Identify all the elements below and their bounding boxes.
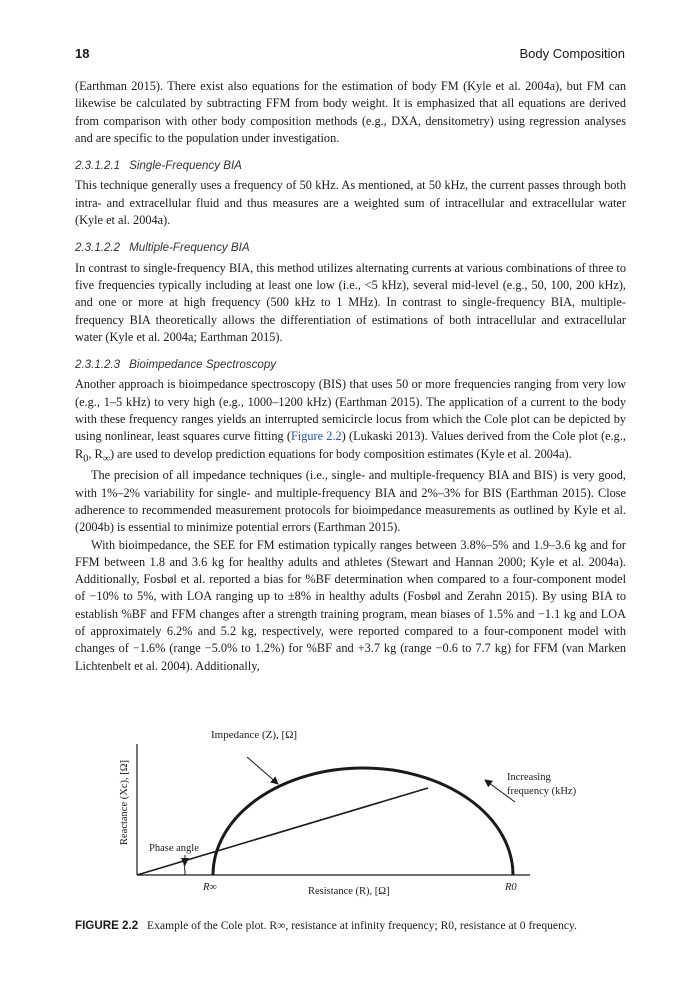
page-number: 18 (75, 46, 90, 61)
figure-2-2-link[interactable]: Figure 2.2 (290, 429, 342, 444)
paragraph-4-text-d: ) are used to develop prediction equations for body composition estimates (Kyle et al. 2004a). (110, 446, 572, 461)
section-number: 2.3.1.2.3 (75, 358, 121, 372)
figure-caption (75, 918, 626, 934)
impedance-arrow (247, 757, 278, 784)
paragraph-2: This technique generally uses a frequency of 50 kHz. As mentioned, at 50 kHz, the current passes through both intra- and extracellular fluid and thus measures are a weighted sum of intracellular and extracellular water (Kyle et al. 2004a). (75, 178, 626, 228)
body-text (75, 78, 626, 675)
section-number: 2.3.1.2.2 (75, 241, 121, 255)
frequency-label-line1: Increasing (507, 772, 551, 783)
phase-angle-label: Phase angle (149, 843, 199, 854)
paragraph-4-text-a: Another approach is bioimpedance spectroscopy (BIS) that uses 50 or more frequencies ranging from very low (e.g., 1–5 kHz) to very high (e.g., 1000–1200 kHz) (Earthman 2015). The application of a current to the body with these frequency ranges yields an interrupted semicircle locus from which the Cole plot can be depicted by using nonlinear, least squares curve fitting ( (75, 377, 626, 444)
impedance-vector-line (137, 788, 428, 875)
r-zero-label: R0 (505, 882, 517, 893)
impedance-label: Impedance (Z), [Ω] (211, 729, 298, 741)
paragraph-6: With bioimpedance, the SEE for FM estimation typically ranges between 3.8%–5% and 1.9–3.6 kg and for FFM between 1.8 and 3.6 kg for healthy adults and athletes (Stewart and Hannan 2000; Kyle et al. 2004a). Additionally, Fosbøl et al. reported a bias for %BF determination when compared to a four-component model of −10% to 5%, with LOA ranging up to ±8% in healthy adults (Fosbøl and Zerahn 2015). By using BIA to establish %BF and FFM changes after a strength training program, mean biases of 1.5% and −1.1 kg and LOA of approximately 6.2% and 5.2 kg, respectively, were reported compared to a four-component model with changes of −1.6% (range −5.0% to 1.2%) for %BF and +3.7 kg (range −0.6 to 7.7 kg) for FFM (van Marken Lichtenbelt et al. 2004). Additionally, (75, 537, 626, 673)
section-title: Multiple-Frequency BIA (129, 241, 250, 255)
running-title: Body Composition (519, 46, 625, 61)
paragraph-3: In contrast to single-frequency BIA, this method utilizes alternating currents at various combinations of three to five frequencies typically including at least one low (i.e., <5 kHz), several mid-level (e.g., 50, 100, 200 kHz), and one or more at high frequency (500 kHz to 1 MHz). In contrast to single-frequency BIA, multiple-frequency BIA theoretically allows the differentiation of estimations of both intracellular and extracellular water (Kyle et al. 2004a; Earthman 2015). (75, 260, 626, 344)
page-header (75, 46, 625, 64)
frequency-label-line2: frequency (kHz) (507, 786, 577, 797)
r-infinity-label: R∞ (203, 882, 217, 893)
paragraph-5: The precision of all impedance techniques (i.e., single- and multiple-frequency BIA and BIS) is very good, with 1%–2% variability for single- and multiple-frequency BIA and 2%–3% for BIS (Earthman 2015). Close adherence to recommended measurement protocols for bioimpedance measurements as outlined by Kyle et al. (2004b) is essential to minimize potential errors (Earthman 2015). (75, 468, 626, 535)
cole-plot-svg (75, 722, 625, 912)
cole-semicircle-arc (213, 768, 513, 875)
section-heading-bioimpedance-spectroscopy (75, 356, 626, 373)
section-title: Single-Frequency BIA (129, 159, 242, 173)
paragraph-4-text-b: ) (Lukaski 2013). Values derived from the Cole plot (e.g., R (75, 429, 626, 461)
caption-text: Example of the Cole plot. R∞, resistance at infinity frequency; R0, resistance at 0 frequency. (147, 919, 577, 932)
paragraph-1: (Earthman 2015). There exist also equations for the estimation of body FM (Kyle et al. 2004a), but FM can likewise be calculated by subtracting FFM from body weight. It is emphasized that all equations are derived from comparison with other body composition methods (e.g., DXA, densitometry) using regression analyses and are specific to the population under investigation. (75, 79, 626, 145)
y-axis-label: Reactance (Xc), [Ω] (119, 759, 130, 845)
cole-plot-figure (75, 722, 625, 912)
x-axis-label: Resistance (R), [Ω] (308, 886, 390, 897)
subscript-zero: 0 (83, 453, 89, 465)
section-title: Bioimpedance Spectroscopy (129, 358, 277, 372)
section-heading-single-frequency (75, 157, 626, 174)
section-heading-multiple-frequency (75, 239, 626, 256)
caption-label: FIGURE 2.2 (75, 919, 139, 932)
paragraph-4-text-c: , R (88, 446, 103, 461)
subscript-infinity: ∞ (102, 453, 110, 465)
section-number: 2.3.1.2.1 (75, 159, 121, 173)
paragraph-4 (75, 376, 626, 467)
